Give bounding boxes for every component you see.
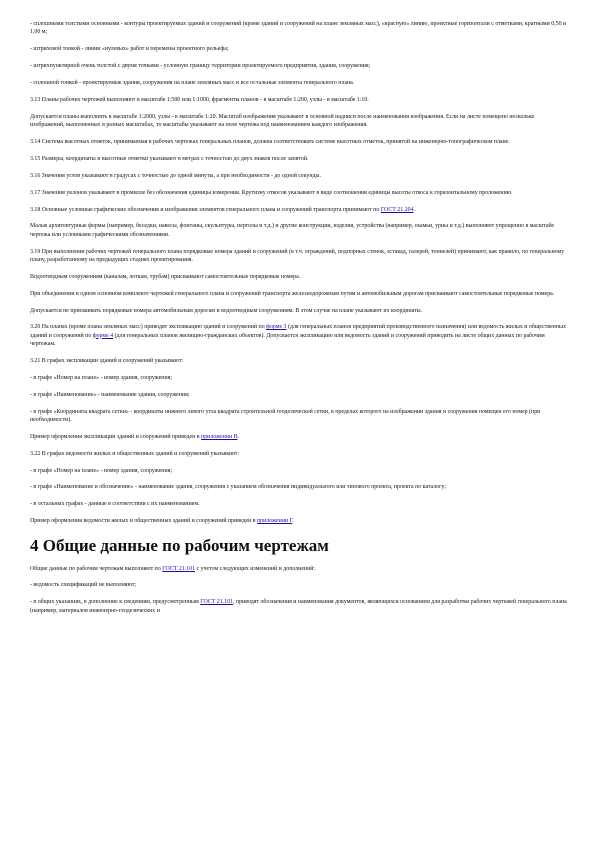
example-paragraph bbox=[30, 517, 567, 525]
paragraph-3-22: 3.22 В графах ведомости жилых и общественных зданий и сооружений указывают: bbox=[30, 450, 240, 457]
paragraph: - сплошной тонкой - проектируемые здания, сооружения на плане земляных масс и все остальные элементы генерального плана. bbox=[30, 79, 355, 86]
paragraph: - штриховой тонкой - линии «нулевых» работ и перемены проектного рельефа; bbox=[30, 46, 229, 53]
paragraph: Допускается не присваивать порядковые номера автомобильным дорогам и водоотводным сооружениям. В этом случае на плане указывают их координаты. bbox=[30, 307, 423, 314]
paragraph-3-17: 3.17 Значения уклонов указывают в промилле без обозначения единицы измерения. Крутизну откосов указывают в виде соотношения единицы высоты откоса к горизонтальному проложению. bbox=[30, 189, 513, 196]
paragraph-3-21: 3.21 В графах экспликации зданий и сооружений указывают: bbox=[30, 357, 184, 364]
paragraph-text: . bbox=[413, 206, 416, 213]
paragraph: Малые архитектурные формы (например, беседки, навесы, фонтаны, скульптуры, перголы и т.д.) и другие конструкции, изделия, устройства (например, скамьи, урны и т.д.) выполняют упрощенно в масштабе чертежа или условными графическими обозначениями. bbox=[30, 223, 554, 238]
paragraph: - в графе «Наименование» - наименование здания, сооружения; bbox=[30, 391, 190, 398]
paragraph-text: . bbox=[237, 433, 240, 440]
appendix-v-link[interactable]: приложении В bbox=[201, 433, 238, 440]
paragraph-text: (для генеральных планов жилищно-гражданских объектов). Допускается экспликацию или ведомость зданий и сооружений приводить на листе общих данных по рабочим чертежам. bbox=[30, 332, 545, 348]
paragraph: При объединении в одном основном комплекте чертежей генерального плана и сооружений транспорта железнодорожным путям и автомобильным дорогам присваивают самостоятельные порядковые номера. bbox=[30, 290, 555, 297]
paragraph-3-18 bbox=[30, 206, 567, 214]
paragraph-3-16: 3.16 Значения углов указывают в градусах с точностью до одной минуты, а при необходимости - до одной секунды. bbox=[30, 172, 321, 179]
paragraph-text: , приводят обозначения и наименования документов, являющихся основанием для разработки рабочих чертежей генерального плана (например, материалов инженерно-геодезических и bbox=[30, 599, 567, 614]
gost-21-101-link[interactable]: ГОСТ 21.101 bbox=[162, 565, 196, 572]
section-heading: 4 Общие данные по рабочим чертежам bbox=[30, 535, 329, 555]
paragraph-3-13: 3.13 Планы рабочих чертежей выполняют в масштабе 1:500 или 1:1000, фрагменты планов - в масштабе 1:200, узлы - в масштабе 1:10. bbox=[30, 96, 369, 103]
paragraph-3-15: 3.15 Размеры, координаты и высотные отметки указывают в метрах с точностью до двух знаков после запятой. bbox=[30, 155, 309, 162]
gost-21-204-link[interactable]: ГОСТ 21.204 bbox=[380, 206, 414, 213]
paragraph-group-mid bbox=[30, 222, 567, 314]
list-item: - ведомость спецификаций не выполняют; bbox=[30, 582, 137, 589]
form-3-link[interactable]: форме 3 bbox=[266, 324, 287, 331]
paragraph: - в графе «Координаты квадрата сетки» - координаты нижнего левого угла квадрата строительной геодезической сетки, в пределах которого на изображении здания и сооружения помещен его номер (при необходимости). bbox=[30, 408, 541, 423]
paragraph: - в графе «Наименование и обозначение» - наименование здания, сооружения с указанием обозначения индивидуального или типового проекта, проекта по каталогу; bbox=[30, 484, 447, 491]
paragraph-3-20 bbox=[30, 323, 567, 348]
paragraph-group-3-22 bbox=[30, 450, 567, 509]
paragraph-text: Общие данные по рабочим чертежам выполняют по bbox=[30, 565, 163, 572]
paragraph: Допускается планы выполнять в масштабе 1:2000, узлы - в масштабе 1:20. Масштаб изображения указывают в основной надписи после наименования изображения. Если на листе помещено несколько изображений, выполненных в разных масштабах, то масштабы указывают на поле чертежа под наименованием каждого изображения. bbox=[30, 113, 535, 129]
paragraph-text: . bbox=[292, 518, 294, 525]
section-intro bbox=[30, 565, 567, 573]
paragraph: Водоотводным сооружениям (каналам, лоткам, трубам) присваивают самостоятельные порядковые номера. bbox=[30, 273, 301, 280]
paragraph-text: Пример оформления экспликации зданий и сооружений приведен в bbox=[30, 433, 202, 440]
form-4-link[interactable]: форме 4 bbox=[92, 332, 114, 339]
paragraph: - в остальных графах - данные в соответствии с их наименованием. bbox=[30, 501, 200, 508]
paragraph: - в графе «Номер на плане» - номер здания, сооружения; bbox=[30, 374, 172, 381]
paragraph-group-3-21 bbox=[30, 357, 567, 424]
appendix-g-link[interactable]: приложении Г bbox=[257, 518, 293, 525]
paragraph-text: - в общих указаниях, в дополнение к сведениям, предусмотренным bbox=[30, 599, 201, 606]
paragraph-text: с учетом следующих изменений и дополнений: bbox=[195, 565, 316, 572]
paragraph-group-top bbox=[30, 20, 567, 197]
gost-21-101-link[interactable]: ГОСТ 21.101 bbox=[200, 599, 234, 606]
paragraph: - штрихпунктирной очень толстой с двумя точками - условную границу территории проектируемого предприятия, здания, сооружения; bbox=[30, 63, 371, 70]
paragraph-3-14: 3.14 Система высотных отметок, принимаемая в рабочих чертежах генеральных планов, должна соответствовать системе высотных отметок, принятой на инженерно-топографическом плане. bbox=[30, 138, 510, 145]
paragraph-text: 3.18 Основные условные графические обозначения и изображения элементов генерального плана и сооружений транспорта принимают по bbox=[30, 206, 381, 213]
paragraph-text: Пример оформления ведомости жилых и общественных зданий и сооружений приведен в bbox=[30, 518, 258, 525]
paragraph: - в графе «Номер на плане» - номер здания, сооружения; bbox=[30, 467, 172, 474]
paragraph-3-19: 3.19 При выполнении рабочих чертежей генерального плана порядковые номера зданий и сооружений (в т.ч. ограждений, подпорных стенок, эстакад, галерей, тоннелей) принимают, как правило, по генеральному плану, разработанному на предыдущих стадиях проектирования. bbox=[30, 248, 565, 263]
paragraph: - сплошными толстыми основными - контуры проектируемых зданий и сооружений (кроме зданий и сооружений на плане земляных масс), «красную» линию, проектные горизонтали с отметками, кратными 0,50 и 1,00 м; bbox=[30, 21, 567, 36]
paragraph-text: (для генеральных планов предприятий производственного назначения) или ведомость жилых и общественных зданий и сооружений по bbox=[30, 324, 566, 339]
paragraph-text: 3.20 На планах (кроме плана земляных масс) приводят экспликацию зданий и сооружений по bbox=[30, 324, 267, 331]
list-item bbox=[30, 598, 567, 615]
example-paragraph bbox=[30, 433, 567, 441]
